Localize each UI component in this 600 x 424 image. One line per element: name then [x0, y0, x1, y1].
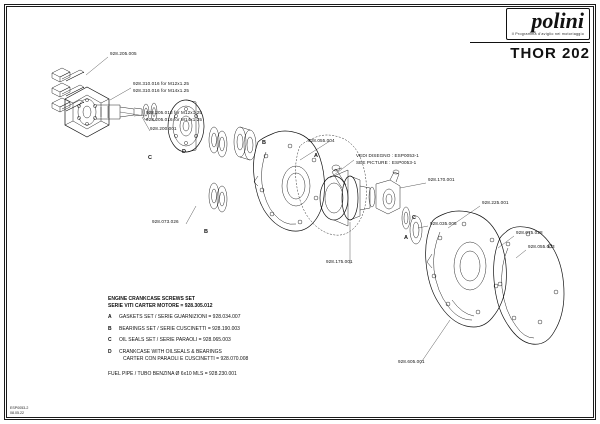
legend-row-c — [108, 337, 368, 345]
polini-logo — [506, 8, 590, 40]
legend-title-en: ENGINE CRANKCASE SCREWS SET — [108, 296, 195, 302]
brand-name: polini — [531, 8, 584, 33]
callout-928-055-004: 928.055.004 — [308, 138, 335, 143]
callout-928-175-001: 928.175.001 — [326, 259, 353, 264]
legend-key-c: C — [108, 337, 112, 344]
callout-928-205-018-m12: 928.205.018 for M12x1.25 — [146, 110, 203, 115]
callout-928-055-003: 928.055.003 — [528, 244, 555, 249]
brand-divider — [470, 42, 590, 43]
marker-c-left: C — [148, 155, 152, 161]
legend-row-d — [108, 349, 368, 364]
callout-928-075-028: 928.075.028 — [516, 230, 543, 235]
legend-text-a: GASKETS SET / SERIE GUARNIZIONI = 928.034.007 — [119, 314, 241, 320]
marker-a-left: A — [314, 153, 318, 159]
legend-text-d-line2: CARTER CON PARAOLI E CUSCINETTI = 928.070.008 — [123, 356, 249, 363]
brand-block — [470, 8, 590, 62]
legend-key-b: B — [108, 325, 112, 332]
legend-row-b — [108, 326, 368, 334]
oil-pump-group — [376, 170, 400, 214]
drawing-code: ESP0053-2 — [10, 406, 29, 410]
callout-928-205-005: 928.205.005 — [110, 51, 137, 56]
legend-text-c: OIL SEALS SET / SERIE PARAOLI = 928.065.003 — [119, 337, 231, 344]
model-title: THOR 202 — [510, 45, 590, 62]
marker-d: D — [182, 149, 186, 155]
legend-title-it: SERIE VITI CARTER MOTORE = 928.305.012 — [108, 303, 213, 309]
callout-928-310-016-m12: 928.310.016 for M12x1.25 — [133, 81, 190, 86]
callout-928-170-001: 928.170.001 — [428, 177, 455, 182]
drawing-code-block — [10, 406, 28, 416]
legend-row-a — [108, 314, 368, 322]
crankshaft-taper — [96, 105, 142, 119]
callout-928-205-016-m14: 928.205.016 for M14x1.25 — [146, 117, 203, 122]
legend-text-d-line1: CRANKCASE WITH OILSEALS & BEARINGS — [119, 348, 222, 355]
marker-c-right: C — [412, 215, 416, 221]
legend-block — [108, 296, 368, 379]
note-vedi-disegno: VEDI DISEGNO : ESP0053-1 — [356, 153, 419, 158]
seal-bearing-stack — [209, 127, 256, 212]
gasket-a — [296, 135, 367, 235]
callout-928-310-016-m14: 928.310.016 for M14x1.25 — [133, 88, 190, 93]
legend-fuel-pipe: FUEL PIPE / TUBO BENZINA Ø 6x10 MLS = 928.230.001 — [108, 370, 237, 377]
callout-928-073-026: 928.073.026 — [152, 219, 179, 224]
brand-tagline: Il Programma d'aviglio nei motoriaggio — [511, 32, 584, 36]
marker-a-right: A — [404, 235, 408, 241]
crankcase-left-half — [254, 131, 325, 231]
crankcase-right-half — [426, 211, 507, 327]
drawing-date: 08.05.22 — [10, 411, 24, 415]
callout-928-035-005: 928.035.005 — [430, 221, 457, 226]
crankshaft-assembly — [320, 165, 375, 226]
legend-key-a: A — [108, 314, 112, 320]
marker-b-top: B — [262, 140, 266, 146]
callout-928-225-001: 928.225.001 — [482, 200, 509, 205]
marker-b-bottom: B — [204, 229, 208, 235]
flywheel-hub — [65, 87, 109, 137]
note-see-picture: SEE PICTURE : ESP0053-1 — [356, 160, 417, 165]
legend-text-b: BEARINGS SET / SERIE CUSCINETTI = 928.190.003 — [119, 325, 240, 332]
callout-928-605-001: 928.605.001 — [398, 359, 425, 364]
legend-key-d: D — [108, 348, 112, 355]
callout-928-200-001: 928.200.001 — [150, 126, 177, 131]
